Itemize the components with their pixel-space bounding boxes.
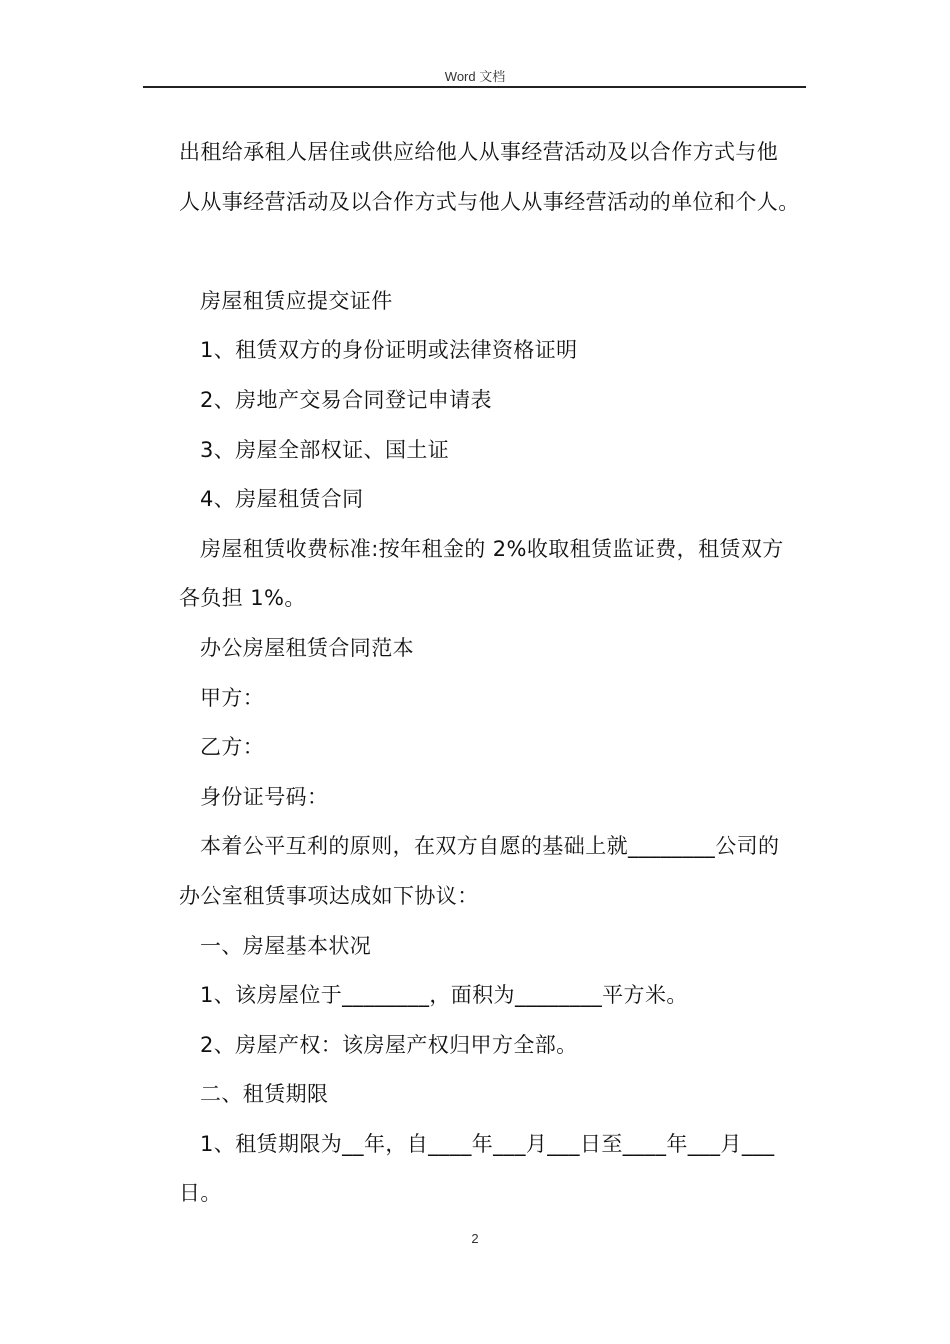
party-a-label: 甲方：	[200, 685, 265, 710]
list-item-identity-proof: 1、租赁双方的身份证明或法律资格证明	[200, 338, 578, 363]
clause-property-location: 1、该房屋位于________，面积为________平方米。	[200, 983, 688, 1008]
section-heading-required-documents: 房屋租赁应提交证件	[200, 288, 393, 313]
page-number: 2	[471, 1231, 479, 1246]
document-header-title: Word 文档	[444, 69, 506, 84]
clause-lease-period: 1、租赁期限为__年，自____年___月___日至____年___月___	[200, 1131, 775, 1156]
clause-property-ownership: 2、房屋产权：该房屋产权归甲方全部。	[200, 1032, 578, 1057]
paragraph-preamble-cont: 办公室租赁事项达成如下协议：	[179, 883, 479, 908]
document-body	[179, 128, 819, 1219]
list-item-registration-form: 2、房地产交易合同登记申请表	[200, 387, 492, 412]
section-heading-lease-term: 二、租赁期限	[200, 1082, 329, 1107]
contract-template-title: 办公房屋租赁合同范本	[200, 635, 414, 660]
list-item-ownership-certificate: 3、房屋全部权证、国土证	[200, 437, 450, 462]
party-b-label: 乙方：	[200, 735, 265, 760]
header-divider	[143, 86, 806, 88]
id-number-label: 身份证号码：	[200, 784, 329, 809]
paragraph-preamble: 本着公平互利的原则，在双方自愿的基础上就________公司的	[200, 834, 780, 859]
paragraph-fee-standard: 房屋租赁收费标准:按年租金的 2%收取租赁监证费，租赁双方	[200, 536, 784, 561]
blank-line	[179, 227, 819, 277]
paragraph-continuation-2: 人从事经营活动及以合作方式与他人从事经营活动的单位和个人。	[179, 189, 800, 214]
list-item-lease-contract: 4、房屋租赁合同	[200, 487, 364, 512]
clause-lease-period-cont: 日。	[179, 1181, 222, 1206]
section-heading-property-status: 一、房屋基本状况	[200, 933, 372, 958]
paragraph-continuation-1: 出租给承租人居住或供应给他人从事经营活动及以合作方式与他	[179, 140, 779, 164]
paragraph-fee-standard-cont: 各负担 1%。	[179, 586, 306, 611]
